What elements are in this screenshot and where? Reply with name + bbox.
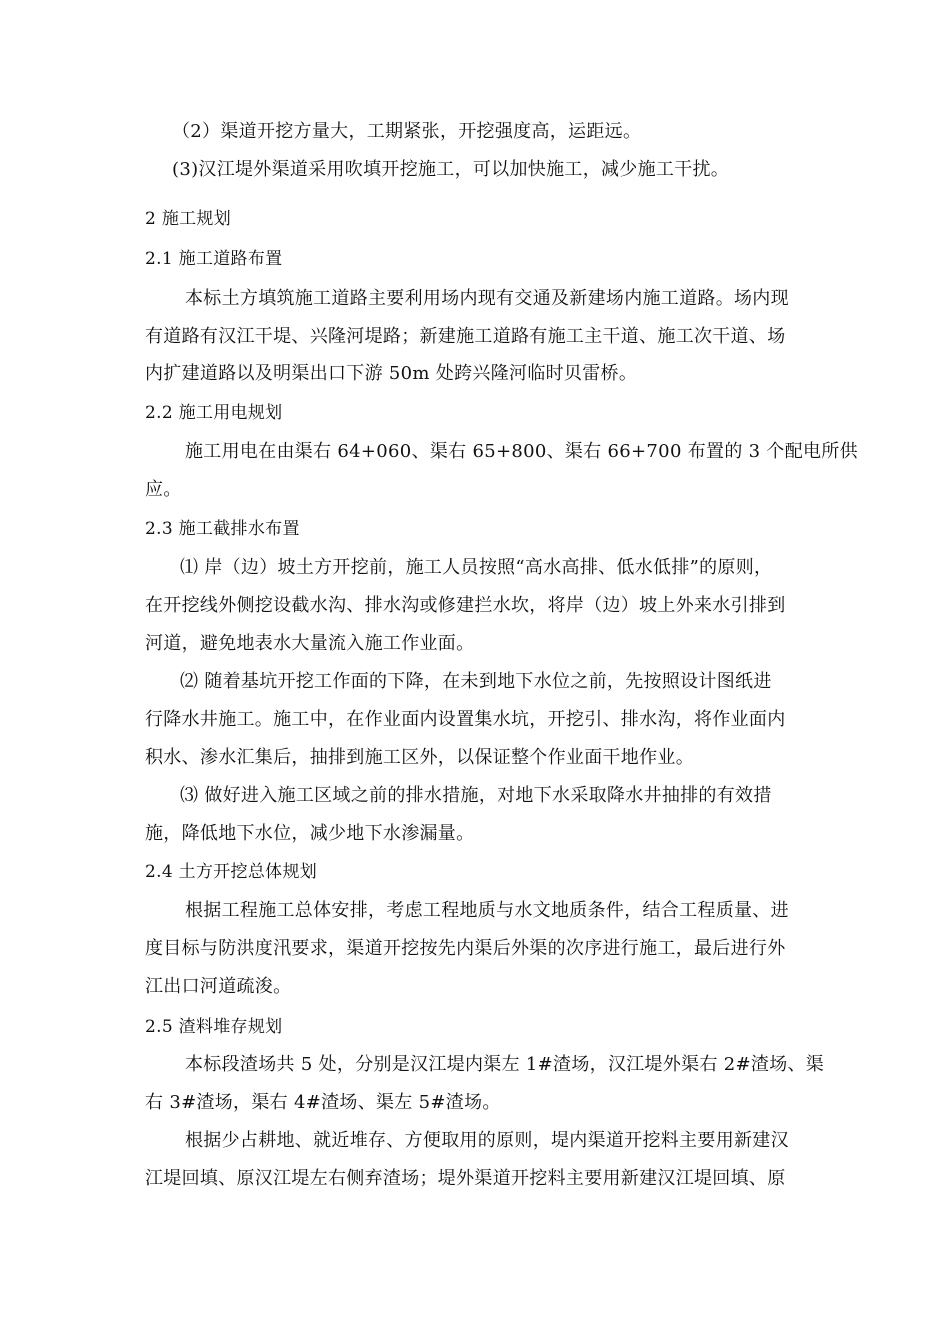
- section-2-1-line-1: 本标土方填筑施工道路主要利用场内现有交通及新建场内施工道路。场内现: [185, 288, 789, 309]
- section-2-5-line-4: 江堤回填、原汉江堤左右侧弃渣场；堤外渠道开挖料主要用新建汉江堤回填、原: [145, 1168, 786, 1189]
- section-2-3-line-1: ⑴ 岸（边）坡土方开挖前，施工人员按照“高水高排、低水低排”的原则，: [180, 557, 773, 578]
- section-2-4-line-2: 度目标与防洪度汛要求，渠道开挖按先内渠后外渠的次序进行施工，最后进行外: [145, 938, 786, 959]
- section-2-3-line-7: ⑶ 做好进入施工区域之前的排水措施，对地下水采取降水井抽排的有效措: [180, 785, 772, 806]
- section-2-3-line-4: ⑵ 随着基坑开挖工作面的下降，在未到地下水位之前，先按照设计图纸进: [180, 671, 772, 692]
- section-2-2-title: 2.2 施工用电规划: [145, 403, 283, 423]
- section-2-title: 2 施工规划: [145, 209, 232, 229]
- section-2-1-line-2: 有道路有汉江干堤、兴隆河堤路；新建施工道路有施工主干道、施工次干道、场: [145, 326, 786, 347]
- section-2-1-line-3: 内扩建道路以及明渠出口下游 50m 处跨兴隆河临时贝雷桥。: [145, 363, 638, 384]
- section-2-1-title: 2.1 施工道路布置: [145, 249, 283, 269]
- intro-line-2: (3)汉江堤外渠道采用吹填开挖施工，可以加快施工，减少施工干扰。: [172, 159, 730, 180]
- intro-line-1: （2）渠道开挖方量大，工期紧张，开挖强度高，运距远。: [172, 121, 642, 142]
- section-2-4-line-1: 根据工程施工总体安排，考虑工程地质与水文地质条件，结合工程质量、进: [185, 900, 789, 921]
- section-2-3-line-2: 在开挖线外侧挖设截水沟、排水沟或修建拦水坎，将岸（边）坡上外来水引排到: [145, 595, 786, 616]
- section-2-3-title: 2.3 施工截排水布置: [145, 519, 300, 539]
- section-2-5-title: 2.5 渣料堆存规划: [145, 1017, 283, 1037]
- section-2-5-line-3: 根据少占耕地、就近堆存、方便取用的原则，堤内渠道开挖料主要用新建汉: [185, 1130, 789, 1151]
- section-2-5-line-1: 本标段渣场共 5 处，分别是汉江堤内渠左 1#渣场，汉江堤外渠右 2#渣场、渠: [185, 1054, 825, 1075]
- section-2-3-line-3: 河道，避免地表水大量流入施工作业面。: [145, 633, 475, 654]
- section-2-3-line-8: 施，降低地下水位，减少地下水渗漏量。: [145, 823, 475, 844]
- section-2-2-line-2: 应。: [145, 479, 182, 500]
- section-2-4-title: 2.4 土方开挖总体规划: [145, 862, 318, 882]
- section-2-4-line-3: 江出口河道疏浚。: [145, 976, 292, 997]
- section-2-5-line-2: 右 3#渣场，渠右 4#渣场、渠左 5#渣场。: [145, 1092, 501, 1113]
- section-2-3-line-6: 积水、渗水汇集后，抽排到施工区外，以保证整个作业面干地作业。: [145, 747, 694, 768]
- section-2-2-line-1: 施工用电在由渠右 64+060、渠右 65+800、渠右 66+700 布置的 3 个配电所供: [185, 441, 858, 462]
- section-2-3-line-5: 行降水井施工。施工中，在作业面内设置集水坑，开挖引、排水沟，将作业面内: [145, 709, 786, 730]
